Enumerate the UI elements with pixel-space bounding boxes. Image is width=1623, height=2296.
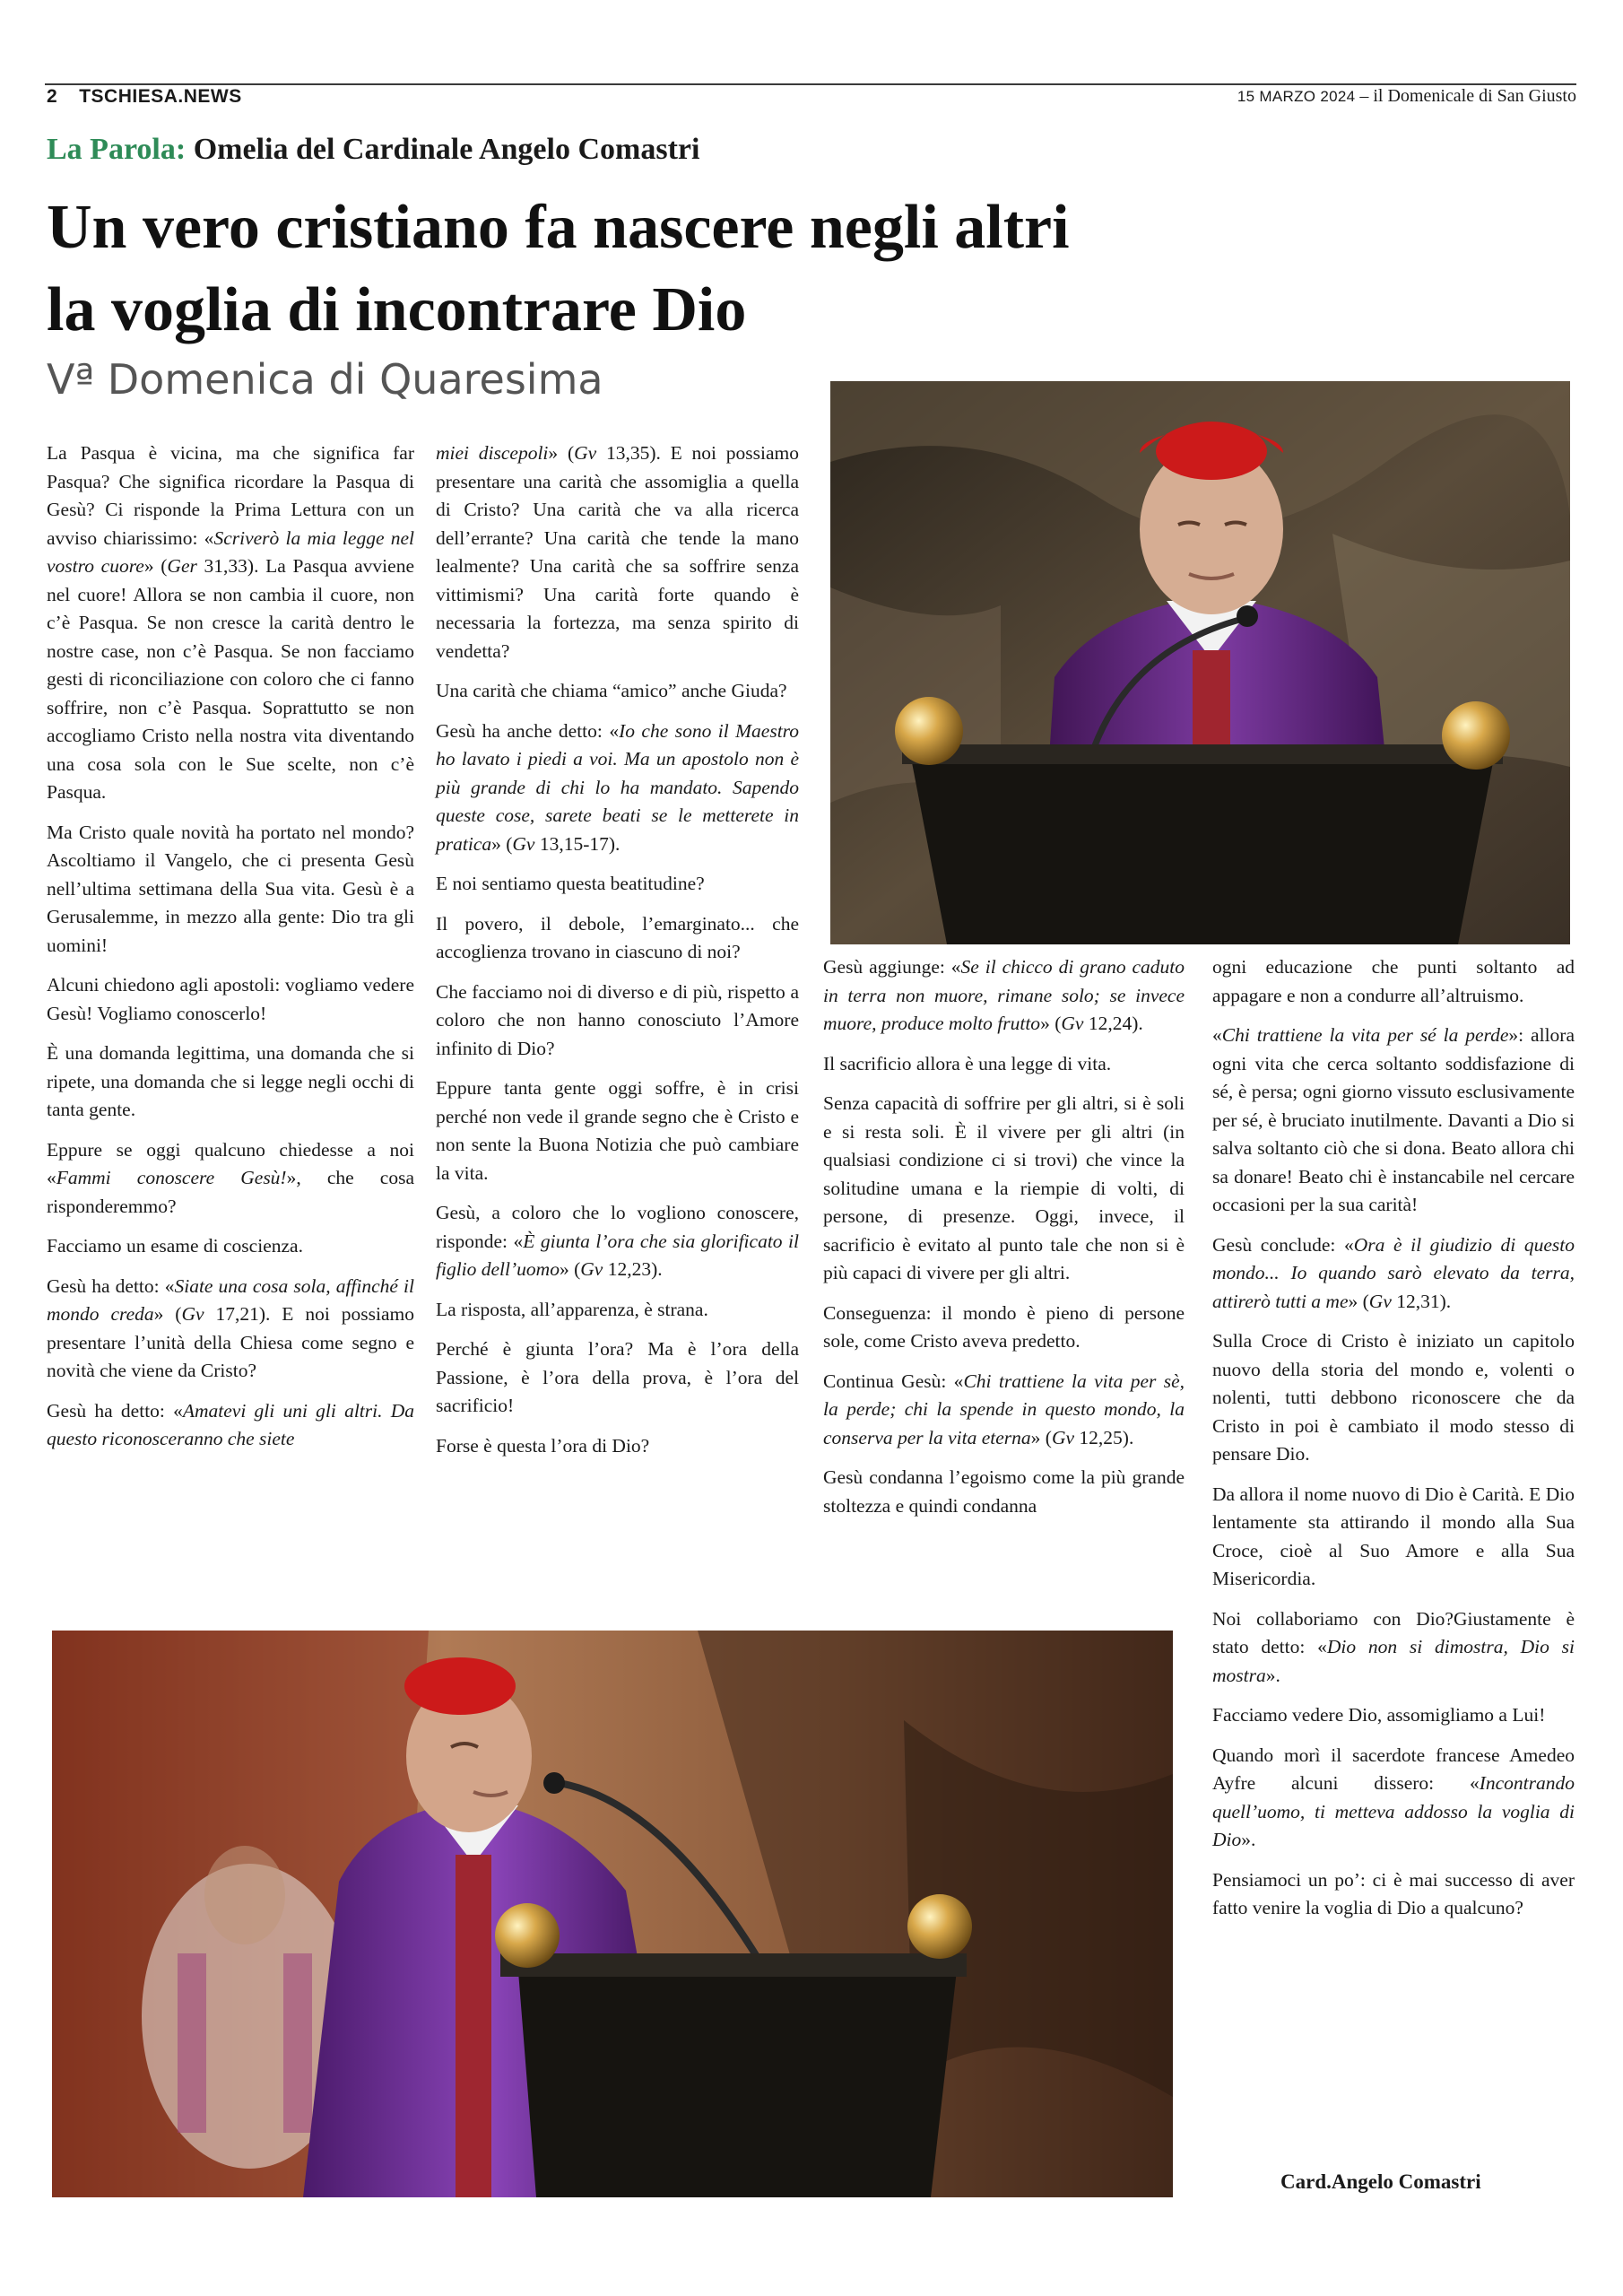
paragraph-text: Ma Cristo quale novità ha portato nel mondo? Ascoltiamo il Vangelo, che ci presenta Gesù nell’ultima settimana della Sua vita. Gesù è a Gerusalemme, in mezzo alla gente: Dio tra gli uomini! <box>47 821 414 956</box>
article-column-3 <box>823 953 1185 1532</box>
site-name[interactable]: TSCHIESA.NEWS <box>79 86 242 107</box>
paragraph-text: Sulla Croce di Cristo è iniziato un capitolo nuovo della storia del mondo e, volenti o nolenti, tutti debbono riconoscere che da Cristo in poi è cambiato il modo stesso di pensare Dio. <box>1212 1330 1575 1465</box>
article-signature: Card.Angelo Comastri <box>1280 2170 1481 2193</box>
kicker-text: Omelia del Cardinale Angelo Comastri <box>186 133 700 166</box>
section-label: La Parola: <box>47 133 187 166</box>
paragraph <box>1212 1231 1575 1317</box>
paragraph-text: Perché è giunta l’ora? Ma è l’ora della Passione, è l’ora della prova, è l’ora del sacrificio! <box>436 1338 799 1416</box>
paragraph <box>47 439 414 807</box>
paragraph-text: Gesù, a coloro che lo vogliono conoscere, risponde: «È giunta l’ora che sia glorificato il figlio dell’uomo» (Gv 12,23). <box>436 1202 799 1280</box>
paragraph-text: Gesù conclude: «Ora è il giudizio di questo mondo... Io quando sarò elevato da terra, attirerò tutti a me» (Gv 12,31). <box>1212 1233 1575 1312</box>
paragraph <box>1212 1866 1575 1923</box>
photo-cardinal-preaching-illustration <box>52 1631 1173 2197</box>
paragraph <box>436 718 799 859</box>
paragraph <box>436 677 799 706</box>
paragraph-text: È una domanda legittima, una domanda che si ripete, una domanda che si legge negli occhi di tanta gente. <box>47 1042 414 1120</box>
page-header-right <box>1237 86 1576 107</box>
paragraph <box>436 439 799 665</box>
header-rule <box>45 83 1576 85</box>
publication-name: – il Domenicale di San Giusto <box>1355 86 1576 106</box>
headline-line-1: Un vero cristiano fa nascere negli altri <box>47 193 1070 262</box>
headline-line-2: la voglia di incontrare Dio <box>47 275 747 344</box>
paragraph-text: ogni educazione che punti soltanto ad appagare e non a condurre all’altruismo. <box>1212 956 1575 1006</box>
article-headline <box>47 187 1212 352</box>
paragraph <box>47 1273 414 1386</box>
paragraph <box>823 1464 1185 1520</box>
paragraph-text: Che facciamo noi di diverso e di più, rispetto a coloro che non hanno conosciuto l’Amore infinito di Dio? <box>436 980 799 1059</box>
paragraph-text: Gesù ha detto: «Siate una cosa sola, affinché il mondo creda» (Gv 17,21). E noi possiamo presentare l’unità della Chiesa come segno e novità che viene da Cristo? <box>47 1274 414 1381</box>
paragraph-text: Il sacrificio allora è una legge di vita. <box>823 1052 1112 1074</box>
paragraph-text: Quando morì il sacerdote francese Amedeo Ayfre alcuni dissero: «Incontrando quell’uomo, ti metteva addosso la voglia di Dio». <box>1212 1744 1575 1850</box>
section-kicker <box>47 133 699 167</box>
paragraph-text: Conseguenza: il mondo è pieno di persone sole, come Cristo aveva predetto. <box>823 1301 1185 1352</box>
paragraph-text: Forse è questa l’ora di Dio? <box>436 1434 650 1457</box>
paragraph <box>1212 1605 1575 1691</box>
page-number: 2 <box>47 86 58 107</box>
paragraph-text: Facciamo un esame di coscienza. <box>47 1235 303 1257</box>
paragraph <box>823 1300 1185 1356</box>
paragraph <box>436 1296 799 1325</box>
paragraph <box>436 1335 799 1421</box>
paragraph-text: Il povero, il debole, l’emarginato... che accoglienza trovano in ciascuno di noi? <box>436 912 799 962</box>
paragraph <box>47 1136 414 1222</box>
paragraph-text: Continua Gesù: «Chi trattiene la vita per sè, la perde; chi la spende in questo mondo, la conserva per la vita eterna» (Gv 12,25). <box>823 1370 1185 1448</box>
article-column-1 <box>47 439 414 1465</box>
photo-cardinal-at-lectern-illustration <box>830 381 1570 944</box>
paragraph <box>436 1199 799 1284</box>
paragraph <box>436 978 799 1064</box>
paragraph <box>47 1232 414 1261</box>
article-subhead: Vª Domenica di Quaresima <box>47 355 603 404</box>
paragraph-text: Senza capacità di soffrire per gli altri, si è soli e si resta soli. È il vivere per gli altri (in qualsiasi condizione ci si trovi) che vince la solitudine umana e la riempie di volti, di persone, di presenze. Oggi, invece, il sacrificio è evitato al punto tale che non si è più capaci di vivere per gli altri. <box>823 1092 1185 1283</box>
paragraph <box>1212 1022 1575 1220</box>
paragraph-text: La risposta, all’apparenza, è strana. <box>436 1298 708 1320</box>
photo-cardinal-preaching <box>52 1631 1173 2197</box>
paragraph-text: Eppure se oggi qualcuno chiedesse a noi «Fammi conoscere Gesù!», che cosa risponderemmo? <box>47 1138 414 1217</box>
paragraph-text: Noi collaboriamo con Dio?Giustamente è stato detto: «Dio non si dimostra, Dio si mostra». <box>1212 1607 1575 1686</box>
paragraph-text: Facciamo vedere Dio, assomigliamo a Lui! <box>1212 1704 1546 1726</box>
paragraph <box>1212 1327 1575 1469</box>
paragraph-text: Gesù condanna l’egoismo come la più grande stoltezza e quindi condanna <box>823 1466 1185 1517</box>
paragraph <box>1212 1701 1575 1730</box>
paragraph <box>47 1397 414 1454</box>
paragraph <box>436 1074 799 1187</box>
paragraph <box>436 1432 799 1461</box>
paragraph <box>1212 1742 1575 1855</box>
photo-cardinal-at-lectern <box>830 381 1570 944</box>
paragraph <box>1212 953 1575 1010</box>
article-column-4 <box>1212 953 1575 1935</box>
paragraph-text: miei discepoli» (Gv 13,35). E noi possiamo presentare una carità che assomiglia a quella di Cristo? Una carità che va alla ricerca dell’errante? Una carità che tende la mano lealmente? Una carità che sa soffrire senza vittimismi? Una carità forte quando è necessaria la fortezza, ma senza spirito di vendetta? <box>436 442 799 662</box>
paragraph <box>823 953 1185 1039</box>
paragraph <box>1212 1481 1575 1594</box>
paragraph-text: Una carità che chiama “amico” anche Giuda? <box>436 680 787 701</box>
paragraph <box>823 1050 1185 1079</box>
paragraph-text: Alcuni chiedono agli apostoli: vogliamo vedere Gesù! Vogliamo conoscerlo! <box>47 974 414 1024</box>
paragraph-text: Eppure tanta gente oggi soffre, è in crisi perché non vede il grande segno che è Cristo e non sente la Buona Notizia che può cambiare la vita. <box>436 1077 799 1184</box>
paragraph-text: La Pasqua è vicina, ma che significa far Pasqua? Che significa ricordare la Pasqua di Gesù? Ci risponde la Prima Lettura con un avviso chiarissimo: «Scriverò la mia legge nel vostro cuore» (Ger 31,33). La Pasqua avviene nel cuore! Allora se non cambia il cuore, non c’è Pasqua. Se non cresce la carità dentro le nostre case, non c’è Pasqua. Se non facciamo gesti di riconciliazione con coloro che ci fanno soffrire, non c’è Pasqua. Soprattutto se non accogliamo Cristo nella nostra vita diventando una cosa sola con le Sue scelte, non c’è Pasqua. <box>47 442 414 803</box>
paragraph-text: Pensiamoci un po’: ci è mai successo di aver fatto venire la voglia di Dio a qualcuno? <box>1212 1868 1575 1918</box>
paragraph-text: Da allora il nome nuovo di Dio è Carità. E Dio lentamente sta attirando il mondo alla Sua Croce, cioè al Suo Amore e alla Sua Misericordia. <box>1212 1483 1575 1589</box>
page-header-left <box>47 86 242 108</box>
paragraph <box>823 1090 1185 1288</box>
paragraph-text: Gesù ha detto: «Amatevi gli uni gli altri. Da questo riconosceranno che siete <box>47 1399 414 1449</box>
paragraph-text: E noi sentiamo questa beatitudine? <box>436 873 705 894</box>
paragraph <box>436 870 799 899</box>
paragraph <box>823 1368 1185 1453</box>
paragraph <box>436 910 799 967</box>
paragraph <box>47 1039 414 1125</box>
paragraph-text: «Chi trattiene la vita per sé la perde»: allora ogni vita che cerca soltanto soddisfazione di sé, è persa; ogni giorno vissuto esclusivamente per sé, è bruciato inutilmente. Davanti a Dio si salva soltanto ciò che si dona. Beato allora chi sa donare! Beato chi è instancabile nel cercare occasioni per la sua carità! <box>1212 1024 1575 1215</box>
paragraph-text: Gesù ha anche detto: «Io che sono il Maestro ho lavato i piedi a voi. Ma un apostolo non è più grande di chi lo ha mandato. Sapendo queste cose, sarete beati se le metterete in pratica» (Gv 13,15-17). <box>436 719 799 855</box>
article-column-2 <box>436 439 799 1472</box>
issue-date: 15 MARZO 2024 <box>1237 88 1356 105</box>
paragraph-text: Gesù aggiunge: «Se il chicco di grano caduto in terra non muore, rimane solo; se invece muore, produce molto frutto» (Gv 12,24). <box>823 956 1185 1034</box>
paragraph <box>47 971 414 1028</box>
paragraph <box>47 819 414 961</box>
